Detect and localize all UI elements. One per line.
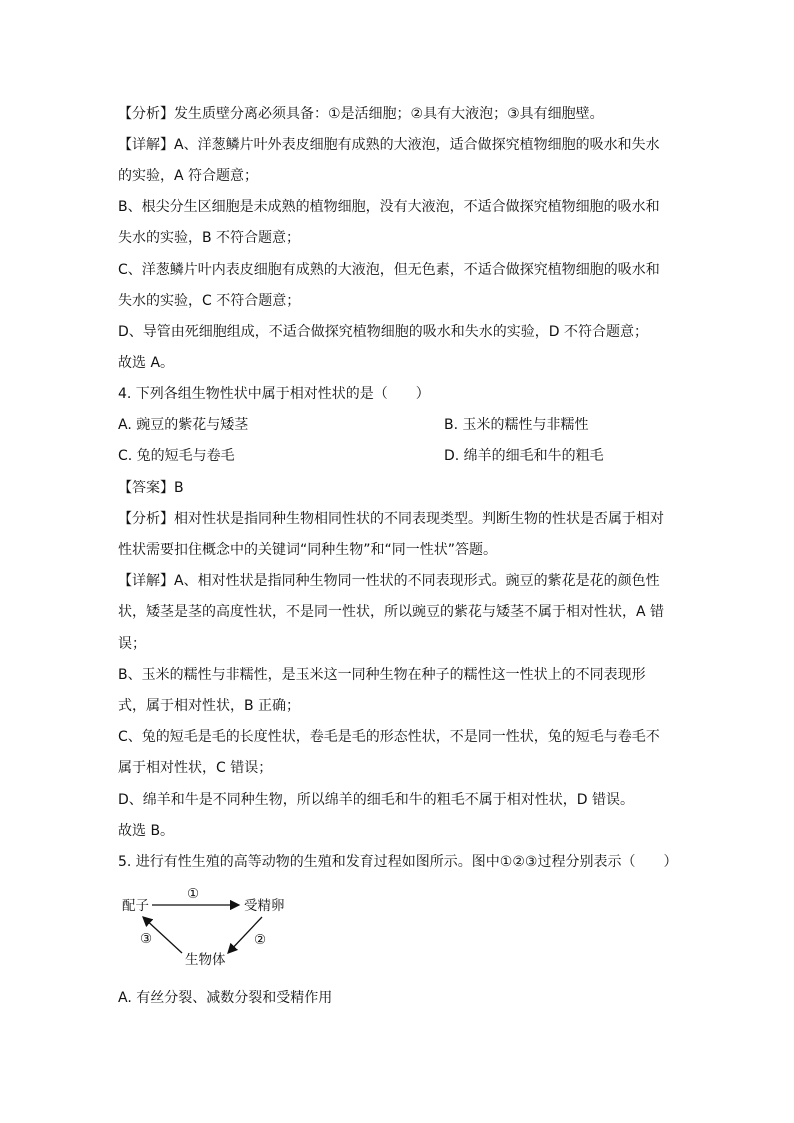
q4-option-a: A. 豌豆的紫花与矮茎 [118, 417, 249, 433]
step-3-label: ③ [140, 931, 153, 947]
q3-detail-line: 【详解】A、洋葱鳞片叶外表皮细胞有成熟的大液泡，适合做探究植物细胞的吸水和失水 [118, 137, 660, 153]
reproduction-cycle-diagram [118, 884, 318, 976]
q3-detail-line: C、洋葱鳞片叶内表皮细胞有成熟的大液泡，但无色素，不适合做探究植物细胞的吸水和 [118, 262, 660, 278]
q3-detail-line: D、导管由死细胞组成，不适合做探究植物细胞的吸水和失水的实验，D 不符合题意； [118, 324, 649, 340]
q3-detail-line: B、根尖分生区细胞是未成熟的植物细胞，没有大液泡，不适合做探究植物细胞的吸水和 [118, 199, 660, 215]
q4-stem: 4. 下列各组生物性状中属于相对性状的是（ ） [118, 386, 430, 402]
q3-analysis: 【分析】发生质壁分离必须具备：①是活细胞；②具有大液泡；③具有细胞壁。 [118, 106, 604, 122]
q3-detail-line: 失水的实验，C 不符合题意； [118, 293, 301, 309]
q4-analysis-line: 【分析】相对性状是指同种生物相同性状的不同表现类型。判断生物的性状是否属于相对 [118, 511, 664, 527]
q4-detail-line: B、玉米的糯性与非糯性，是玉米这一同种生物在种子的糯性这一性状上的不同表现形 [118, 667, 646, 683]
q4-detail-line: 误； [118, 636, 146, 652]
q4-answer: 【答案】B [118, 480, 184, 496]
q4-detail-line: 【详解】A、相对性状是指同种生物同一性状的不同表现形式。豌豆的紫花是花的颜色性 [118, 573, 660, 589]
q5-stem: 5. 进行有性生殖的高等动物的生殖和发育过程如图所示。图中①②③过程分别表示（ ） [118, 854, 678, 870]
q4-option-b: B. 玉米的糯性与非糯性 [444, 417, 589, 433]
q4-analysis-line: 性状需要扣住概念中的关键词“同种生物”和“同一性状”答题。 [118, 542, 498, 558]
q4-detail-line: 属于相对性状，C 错误； [118, 760, 273, 776]
q3-detail-line: 的实验，A 符合题意； [118, 168, 259, 184]
step-1-label: ① [187, 886, 200, 902]
q3-conclusion: 故选 A。 [118, 355, 175, 371]
q4-detail-line: 式，属于相对性状，B 正确； [118, 698, 301, 714]
q3-detail-line: 失水的实验，B 不符合题意； [118, 230, 301, 246]
q4-detail-line: C、兔的短毛是毛的长度性状，卷毛是毛的形态性状，不是同一性状，兔的短毛与卷毛不 [118, 729, 660, 745]
q5-option-a: A. 有丝分裂、减数分裂和受精作用 [118, 990, 333, 1006]
node-gamete: 配子 [122, 898, 149, 914]
node-zygote: 受精卵 [244, 898, 285, 914]
step-2-label: ② [254, 932, 267, 948]
q4-conclusion: 故选 B。 [118, 823, 175, 839]
node-organism: 生物体 [185, 952, 226, 968]
q4-detail-line: 状，矮茎是茎的高度性状，不是同一性状，所以豌豆的紫花与矮茎不属于相对性状，A 错 [118, 604, 665, 620]
q4-option-d: D. 绵羊的细毛和牛的粗毛 [444, 448, 604, 464]
q4-option-c: C. 兔的短毛与卷毛 [118, 448, 235, 464]
q4-detail-line: D、绵羊和牛是不同种生物，所以绵羊的细毛和牛的粗毛不属于相对性状，D 错误。 [118, 792, 635, 808]
